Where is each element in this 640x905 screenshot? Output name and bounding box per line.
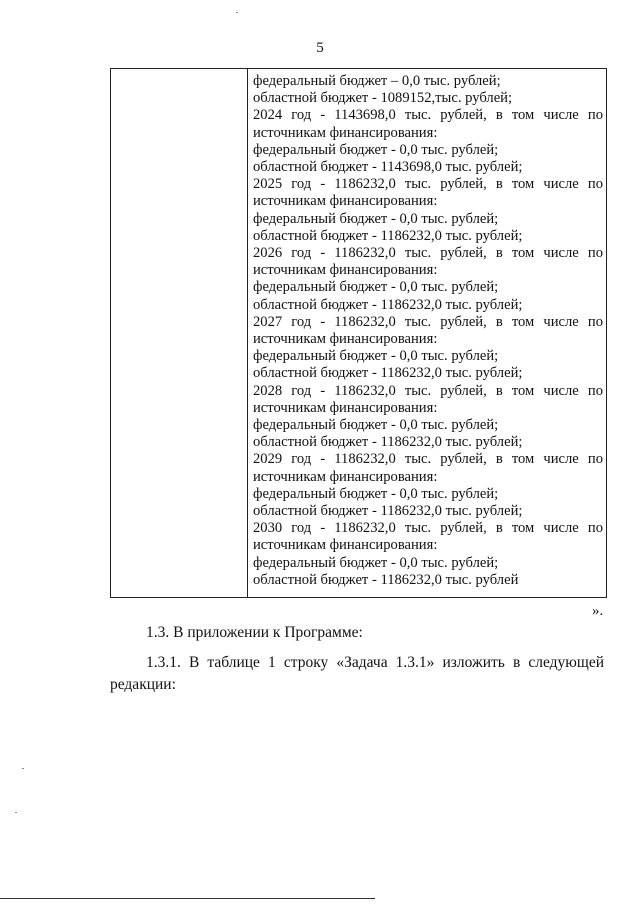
table-line: федеральный бюджет - 0,0 тыс. рублей; xyxy=(253,141,499,158)
table-line: 2026 год - 1186232,0 тыс. рублей, в том числе по xyxy=(253,245,603,262)
table-line: источникам финансирования: xyxy=(253,331,438,348)
funding-table-text-cell xyxy=(253,73,603,589)
table-line: областной бюджет - 1186232,0 тыс. рублей; xyxy=(253,365,523,382)
scan-speck xyxy=(22,768,24,769)
section-1-3-1-paragraph: 1.3.1. В таблице 1 строку «Задача 1.3.1» изложить в следующей xyxy=(146,654,604,671)
table-line: 2024 год - 1143698,0 тыс. рублей, в том числе по xyxy=(253,107,603,124)
table-line: 2027 год - 1186232,0 тыс. рублей, в том числе по xyxy=(253,313,603,330)
table-line: федеральный бюджет - 0,0 тыс. рублей; xyxy=(253,485,499,502)
table-line: областной бюджет - 1186232,0 тыс. рублей; xyxy=(253,503,523,520)
table-line: 2030 год - 1186232,0 тыс. рублей, в том числе по xyxy=(253,520,603,537)
table-line: областной бюджет - 1186232,0 тыс. рублей; xyxy=(253,227,523,244)
section-1-3-paragraph: 1.3. В приложении к Программе: xyxy=(146,624,363,641)
closing-quote: ». xyxy=(592,603,604,619)
table-line: федеральный бюджет - 0,0 тыс. рублей; xyxy=(253,417,499,434)
funding-table xyxy=(110,68,607,598)
section-1-3-1-paragraph-continuation: редакции: xyxy=(110,676,176,693)
scan-speck xyxy=(236,12,238,13)
table-line: 2025 год - 1186232,0 тыс. рублей, в том числе по xyxy=(253,176,603,193)
table-line: источникам финансирования: xyxy=(253,262,438,279)
table-line: 2028 год - 1186232,0 тыс. рублей, в том числе по xyxy=(253,382,603,399)
table-line: федеральный бюджет - 0,0 тыс. рублей; xyxy=(253,210,499,227)
table-line: 2029 год - 1186232,0 тыс. рублей, в том числе по xyxy=(253,451,603,468)
table-line: источникам финансирования: xyxy=(253,193,438,210)
table-line: областной бюджет - 1186232,0 тыс. рублей; xyxy=(253,434,523,451)
table-line: источникам финансирования: xyxy=(253,468,438,485)
table-line: областной бюджет - 1089152,тыс. рублей; xyxy=(253,90,513,107)
page-number: 5 xyxy=(316,40,324,56)
footer-rule xyxy=(0,898,375,899)
table-line: источникам финансирования: xyxy=(253,124,438,141)
table-line: федеральный бюджет - 0,0 тыс. рублей; xyxy=(253,348,499,365)
table-line: федеральный бюджет - 0,0 тыс. рублей; xyxy=(253,554,499,571)
table-column-divider xyxy=(247,69,248,597)
table-line: источникам финансирования: xyxy=(253,399,438,416)
table-line: областной бюджет - 1143698,0 тыс. рублей; xyxy=(253,159,523,176)
table-line: областной бюджет - 1186232,0 тыс. рублей xyxy=(253,571,519,588)
scan-speck xyxy=(15,812,17,813)
table-line: федеральный бюджет – 0,0 тыс. рублей; xyxy=(253,73,501,89)
table-line: источникам финансирования: xyxy=(253,537,438,554)
table-line: федеральный бюджет - 0,0 тыс. рублей; xyxy=(253,279,499,296)
table-line: областной бюджет - 1186232,0 тыс. рублей; xyxy=(253,296,523,313)
